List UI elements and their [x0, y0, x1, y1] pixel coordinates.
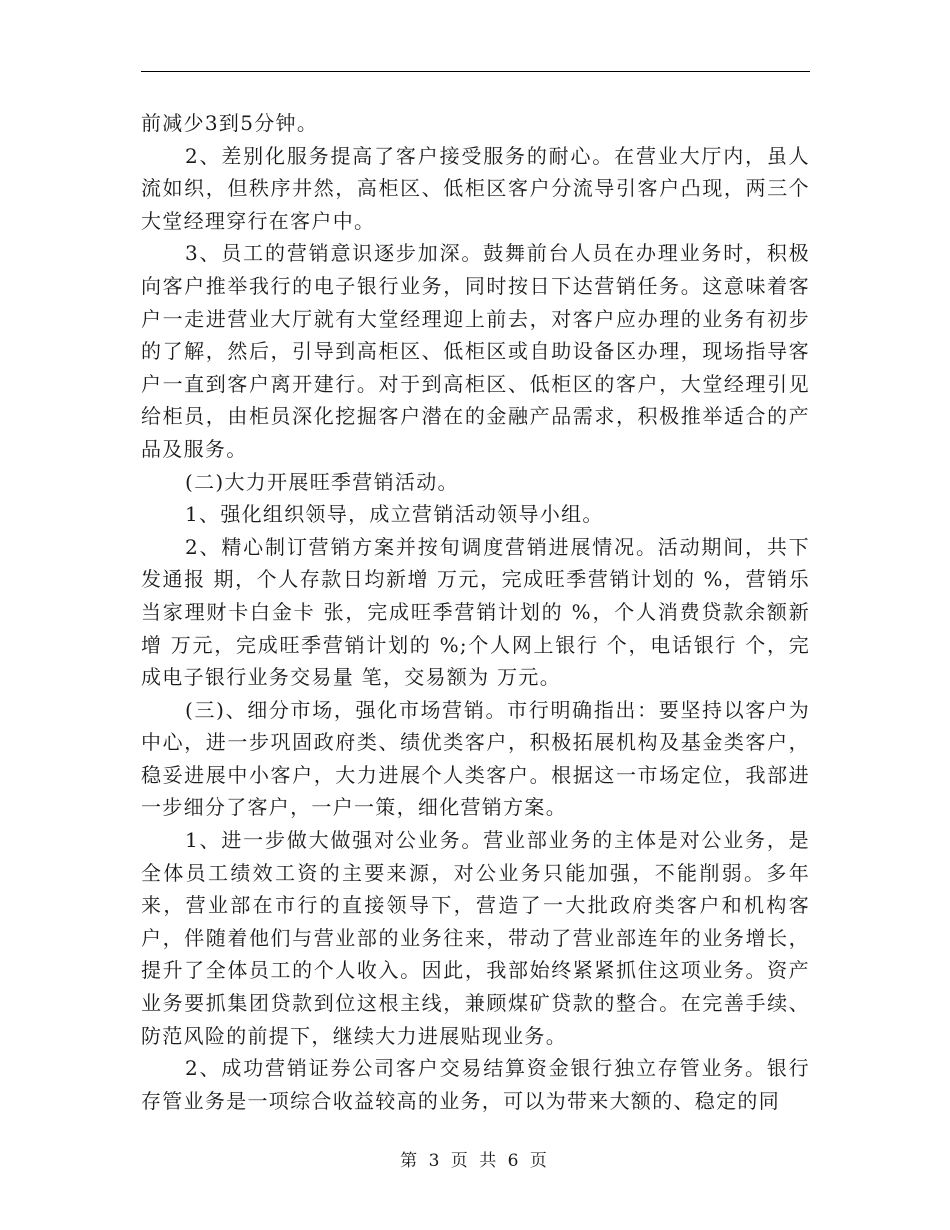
paragraph: 2、差别化服务提高了客户接受服务的耐心。在营业大厅内，虽人流如织，但秩序井然，高柜区、低柜区客户分流导引客户凸现，两三个大堂经理穿行在客户中。	[141, 143, 810, 233]
page-number-footer: 第 3 页 共 6 页	[400, 1151, 550, 1171]
paragraph: 2、精心制订营销方案并按旬调度营销进展情况。活动期间，共下发通报 期，个人存款日均新增 万元，完成旺季营销计划的 %，营销乐当家理财卡白金卡 张，完成旺季营销计划的 %，个人消费贷款余额新增 万元，完成旺季营销计划的 %;个人网上银行 个，电话银行 个，完成电子银行业务交易量 笔，交易额为 万元。	[141, 534, 810, 690]
paragraph: 1、强化组织领导，成立营销活动领导小组。	[185, 502, 604, 527]
paragraph: 2、成功营销证券公司客户交易结算资金银行独立存管业务。银行存管业务是一项综合收益较高的业务，可以为带来大额的、稳定的同	[141, 1056, 810, 1113]
paragraph: 1、进一步做大做强对公业务。营业部业务的主体是对公业务，是全体员工绩效工资的主要来源，对公业务只能加强，不能削弱。多年来，营业部在市行的直接领导下，营造了一大批政府类客户和机构客户，伴随着他们与营业部的业务往来，带动了营业部连年的业务增长，提升了全体员工的个人收入。因此，我部始终紧紧抓住这项业务。资产业务要抓集团贷款到位这根主线，兼顾煤矿贷款的整合。在完善手续、防范风险的前提下，继续大力进展贴现业务。	[141, 828, 810, 1048]
section-heading: (三)、细分市场，强化市场营销。市行明确指出：要坚持以客户为中心，进一步巩固政府类、绩优类客户，积极拓展机构及基金类客户，稳妥进展中小客户，大力进展个人类客户。根据这一市场定位，我部进一步细分了客户，一户一策，细化营销方案。	[141, 697, 810, 820]
paragraph: 3、员工的营销意识逐步加深。鼓舞前台人员在办理业务时，积极向客户推举我行的电子银行业务，同时按日下达营销任务。这意味着客户一走进营业大厅就有大堂经理迎上前去，对客户应办理的业务有初步的了解，然后，引导到高柜区、低柜区或自助设备区办理，现场指导客户一直到客户离开建行。对于到高柜区、低柜区的客户，大堂经理引见给柜员，由柜员深化挖掘客户潜在的金融产品需求，积极推举适合的产品及服务。	[141, 241, 810, 461]
body-text	[141, 107, 810, 1117]
section-heading: (二)大力开展旺季营销活动。	[185, 469, 459, 494]
paragraph: 前减少3到5分钟。	[141, 111, 319, 135]
header-rule	[141, 71, 810, 72]
